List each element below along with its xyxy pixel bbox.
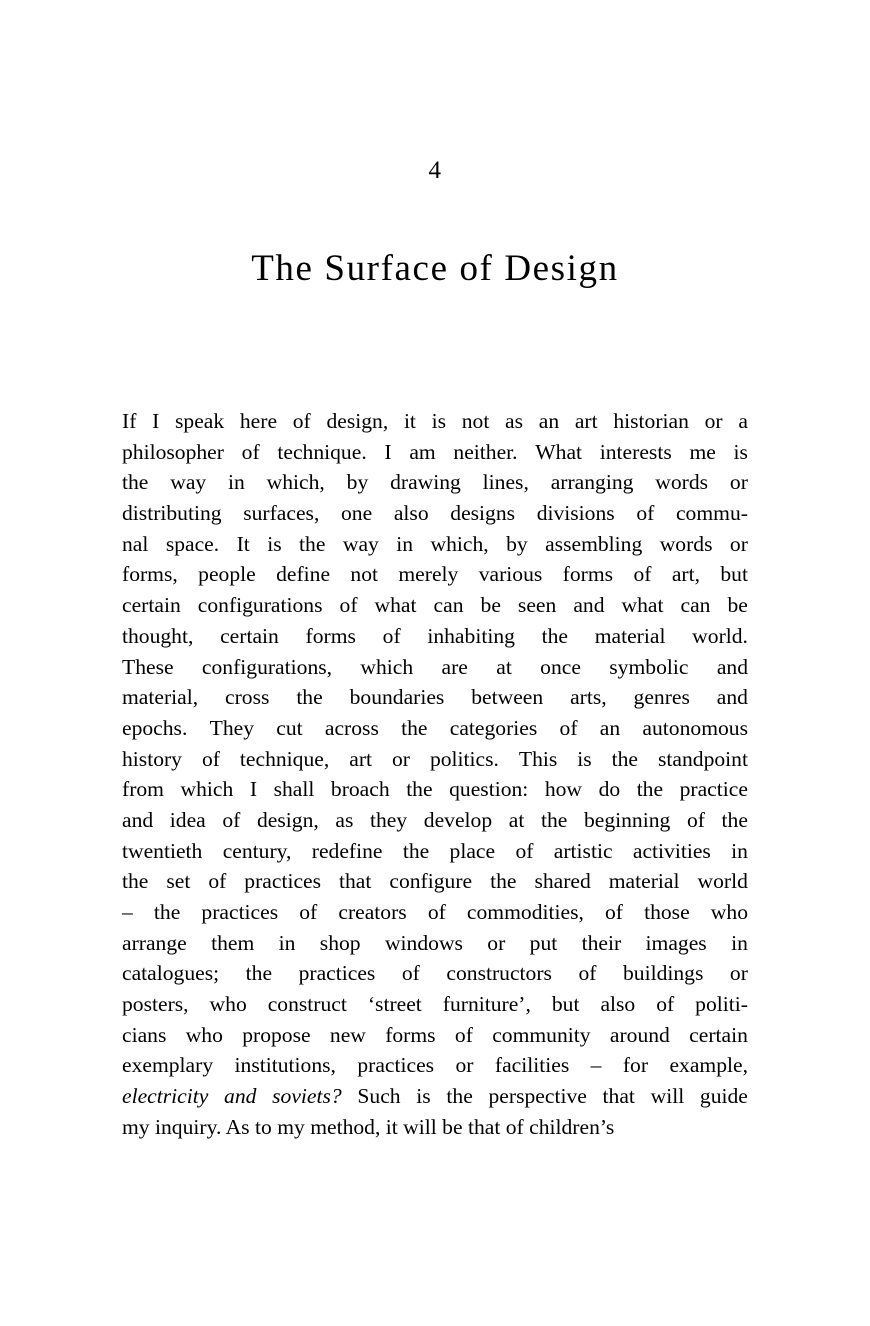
word: of	[208, 869, 227, 894]
word: history	[122, 746, 182, 771]
word: an	[599, 715, 621, 740]
word: certain	[220, 623, 279, 648]
word: what	[374, 593, 417, 618]
text-line	[122, 928, 748, 959]
word: in	[731, 838, 748, 863]
word: practices	[201, 900, 279, 924]
word: material,	[122, 685, 199, 710]
word: can	[433, 593, 464, 618]
word: symbolic	[609, 654, 689, 679]
word: an	[538, 409, 560, 433]
word: idea	[169, 807, 206, 832]
word: construct	[267, 992, 347, 1017]
word: historian	[613, 409, 689, 433]
word: inquiry.	[149, 1114, 222, 1139]
word: set	[166, 869, 191, 894]
word: which,	[266, 470, 325, 495]
word: forms	[562, 562, 614, 587]
word: speak	[175, 409, 225, 433]
word: those	[644, 900, 690, 924]
word: cut	[276, 715, 303, 740]
word: or	[729, 531, 748, 556]
word: example,	[669, 1053, 748, 1078]
word: beginning	[583, 807, 671, 832]
word: in	[278, 930, 296, 955]
word: I	[152, 409, 160, 433]
text-line	[122, 467, 748, 498]
word: my	[122, 1114, 150, 1139]
word: I	[249, 777, 258, 802]
text-line	[122, 836, 748, 867]
word: also	[600, 992, 636, 1017]
word: lines,	[482, 470, 529, 495]
word: interests	[599, 439, 672, 464]
word: commodities,	[466, 900, 584, 924]
text-line	[122, 498, 748, 529]
word: for	[622, 1053, 649, 1078]
word: and	[573, 593, 605, 618]
word: between	[471, 685, 544, 710]
word: propose	[242, 1022, 311, 1047]
word: me	[689, 439, 716, 464]
word: not	[350, 562, 379, 587]
word: standpoint	[658, 746, 748, 771]
word: epochs.	[122, 715, 188, 740]
word: configurations	[197, 593, 323, 618]
word: forms,	[122, 562, 178, 587]
word: the	[401, 715, 428, 740]
word: is	[431, 409, 447, 433]
word: constructors	[446, 961, 552, 986]
word: This	[518, 746, 558, 771]
word: or	[729, 961, 748, 986]
word: shared	[534, 869, 591, 894]
word: categories	[449, 715, 538, 740]
word: century,	[222, 838, 292, 863]
word: drawing	[390, 470, 461, 495]
word: of	[454, 1022, 473, 1047]
word: material	[608, 869, 680, 894]
word: of	[559, 715, 578, 740]
word: the	[636, 777, 664, 802]
word: broach	[330, 777, 390, 802]
word: of	[401, 961, 420, 986]
text-line	[122, 1050, 748, 1081]
word: genres	[633, 685, 690, 710]
word: of	[427, 900, 446, 924]
word: will	[650, 1084, 685, 1109]
word: world.	[692, 623, 748, 648]
word: nal	[122, 531, 149, 556]
word: technique.	[277, 439, 367, 464]
word: art	[574, 409, 598, 433]
word: commu-	[675, 501, 748, 526]
word: the	[122, 869, 149, 894]
word: I	[384, 439, 392, 464]
word: what	[621, 593, 664, 618]
word: activities	[632, 838, 711, 863]
text-line	[122, 621, 748, 652]
word: of	[633, 562, 652, 587]
body-paragraph	[122, 406, 748, 1143]
word: question:	[449, 777, 529, 802]
word: cians	[122, 1022, 167, 1047]
word: are	[441, 654, 468, 679]
word: of	[241, 439, 260, 464]
text-line	[122, 1081, 748, 1112]
word: by	[506, 531, 528, 556]
word: people	[198, 562, 256, 587]
word: which,	[430, 531, 489, 556]
word: a	[738, 409, 748, 433]
word: posters,	[122, 992, 189, 1017]
word: is	[267, 531, 282, 556]
word: the	[541, 623, 569, 648]
word: creators	[338, 900, 407, 924]
text-line	[122, 866, 748, 897]
word: and	[224, 1084, 257, 1109]
word: do	[598, 777, 621, 802]
word: These	[122, 654, 174, 679]
word: be	[480, 593, 501, 618]
word: designs	[450, 501, 516, 526]
word: art	[349, 746, 373, 771]
word: but	[720, 562, 748, 587]
word: to	[249, 1114, 272, 1139]
word: Such	[357, 1084, 401, 1109]
chapter-number: 4	[428, 157, 442, 184]
text-line	[122, 437, 748, 468]
word: configure	[389, 869, 473, 894]
word: who	[209, 992, 247, 1017]
word: twentieth	[122, 838, 203, 863]
word: here	[239, 409, 278, 433]
word: philosopher	[122, 439, 224, 464]
word: windows	[384, 930, 463, 955]
word: shall	[273, 777, 315, 802]
word: design,	[326, 409, 389, 433]
word: redefine	[311, 838, 383, 863]
word: ‘street	[367, 992, 422, 1017]
text-line	[122, 744, 748, 775]
word: that	[602, 1084, 635, 1109]
word: space.	[165, 531, 220, 556]
word: how	[544, 777, 583, 802]
word: and	[122, 807, 154, 832]
word: or	[729, 470, 748, 495]
word: way	[170, 470, 207, 495]
word: of	[222, 807, 241, 832]
word: they	[369, 807, 408, 832]
word: of	[292, 409, 311, 433]
word: which	[360, 654, 414, 679]
word: seen	[517, 593, 557, 618]
word: the	[296, 685, 323, 710]
word: the	[402, 838, 430, 863]
word: or	[487, 930, 506, 955]
word: guide	[699, 1084, 748, 1109]
text-line	[122, 805, 748, 836]
word: They	[209, 715, 254, 740]
word: it	[403, 409, 416, 433]
word: arranging	[550, 470, 634, 495]
word: or	[704, 409, 723, 433]
word: the	[540, 807, 568, 832]
word: of	[500, 1114, 524, 1139]
word: of	[382, 623, 401, 648]
word: perspective	[488, 1084, 587, 1109]
word: is	[733, 439, 748, 464]
word: method,	[304, 1114, 381, 1139]
word: forms	[385, 1022, 436, 1047]
word: inhabiting	[427, 623, 515, 648]
word: words	[659, 531, 713, 556]
word: the	[245, 961, 273, 986]
word: facilities	[494, 1053, 570, 1078]
text-line	[122, 652, 748, 683]
word: or	[455, 1053, 474, 1078]
word: surfaces,	[243, 501, 320, 526]
word: or	[391, 746, 410, 771]
word: the	[611, 746, 639, 771]
word: will	[397, 1114, 437, 1139]
word: as	[505, 409, 524, 433]
text-line	[122, 958, 748, 989]
word: that	[339, 869, 372, 894]
text-line	[122, 1020, 748, 1051]
word: of	[515, 838, 534, 863]
word: the	[122, 470, 149, 495]
word: of	[299, 900, 318, 924]
word: exemplary	[122, 1053, 214, 1078]
word: institutions,	[234, 1053, 336, 1078]
word: my	[271, 1114, 305, 1139]
word: forms	[305, 623, 356, 648]
word: the	[153, 900, 181, 924]
word: across	[324, 715, 379, 740]
word: their	[581, 930, 622, 955]
word: catalogues;	[122, 961, 220, 986]
word: buildings	[623, 961, 704, 986]
word: from	[122, 777, 164, 802]
word: which	[180, 777, 234, 802]
word: of	[578, 961, 597, 986]
word: am	[409, 439, 436, 464]
word: of	[604, 900, 623, 924]
word: certain	[122, 593, 181, 618]
word: –	[122, 900, 133, 924]
text-line	[122, 897, 748, 928]
word: one	[341, 501, 373, 526]
word: artistic	[553, 838, 613, 863]
word: divisions	[536, 501, 615, 526]
word: assembling	[545, 531, 643, 556]
word: shop	[319, 930, 361, 955]
word: way	[342, 531, 379, 556]
word: who	[185, 1022, 223, 1047]
word: is	[577, 746, 592, 771]
word: new	[329, 1022, 366, 1047]
word: boundaries	[349, 685, 445, 710]
text-line	[122, 1112, 748, 1143]
word: of	[339, 593, 358, 618]
text-line	[122, 989, 748, 1020]
text-line	[122, 559, 748, 590]
word: cross	[225, 685, 270, 710]
word: around	[609, 1022, 670, 1047]
word: once	[540, 654, 581, 679]
word: arts,	[570, 685, 607, 710]
word: practices	[244, 869, 322, 894]
text-line	[122, 774, 748, 805]
word: If	[122, 409, 137, 433]
word: by	[346, 470, 369, 495]
word: –	[590, 1053, 602, 1078]
word: the	[406, 777, 433, 802]
word: and	[716, 654, 748, 679]
word: practice	[679, 777, 748, 802]
word: autonomous	[642, 715, 748, 740]
word: be	[727, 593, 748, 618]
word: practices	[357, 1053, 435, 1078]
word: neither.	[453, 439, 518, 464]
word: place	[449, 838, 496, 863]
word: thought,	[122, 623, 194, 648]
word: material	[594, 623, 666, 648]
word: various	[478, 562, 543, 587]
word: politics.	[429, 746, 499, 771]
word: electricity	[122, 1084, 209, 1109]
text-line	[122, 682, 748, 713]
word: it	[380, 1114, 398, 1139]
word: and	[716, 685, 748, 710]
word: develop	[423, 807, 493, 832]
text-line	[122, 529, 748, 560]
word: As	[221, 1114, 250, 1139]
word: at	[508, 807, 525, 832]
word: the	[490, 869, 517, 894]
word: can	[680, 593, 711, 618]
word: images	[645, 930, 707, 955]
word: as	[335, 807, 354, 832]
word: politi-	[695, 992, 748, 1017]
word: soviets?	[272, 1084, 342, 1109]
word: merely	[398, 562, 459, 587]
word: practices	[298, 961, 376, 986]
word: words	[655, 470, 709, 495]
word: the	[299, 531, 326, 556]
word: define	[276, 562, 331, 587]
word: community	[492, 1022, 591, 1047]
word: technique,	[239, 746, 330, 771]
chapter-title: The Surface of Design	[251, 248, 619, 289]
word: world	[697, 869, 748, 894]
word: the	[721, 807, 748, 832]
text-line	[122, 590, 748, 621]
word: design,	[256, 807, 319, 832]
word: It	[236, 531, 250, 556]
text-line	[122, 406, 748, 437]
word: children’s	[523, 1114, 615, 1139]
word: that	[462, 1114, 501, 1139]
word: arrange	[122, 930, 187, 955]
word: put	[529, 930, 558, 955]
word: of	[656, 992, 675, 1017]
word: at	[496, 654, 512, 679]
word: the	[446, 1084, 473, 1109]
word: them	[211, 930, 255, 955]
word: in	[228, 470, 245, 495]
text-line	[122, 713, 748, 744]
word: configurations,	[201, 654, 333, 679]
word: is	[416, 1084, 431, 1109]
word: What	[535, 439, 583, 464]
word: certain	[689, 1022, 748, 1047]
word: who	[710, 900, 748, 924]
word: distributing	[122, 501, 222, 526]
word: be	[436, 1114, 463, 1139]
word: of	[636, 501, 655, 526]
word: furniture’,	[442, 992, 531, 1017]
word: not	[461, 409, 490, 433]
word: of	[686, 807, 705, 832]
word: but	[551, 992, 580, 1017]
word: also	[393, 501, 429, 526]
word: of	[201, 746, 220, 771]
word: in	[396, 531, 414, 556]
word: in	[731, 930, 748, 955]
word: art,	[671, 562, 700, 587]
